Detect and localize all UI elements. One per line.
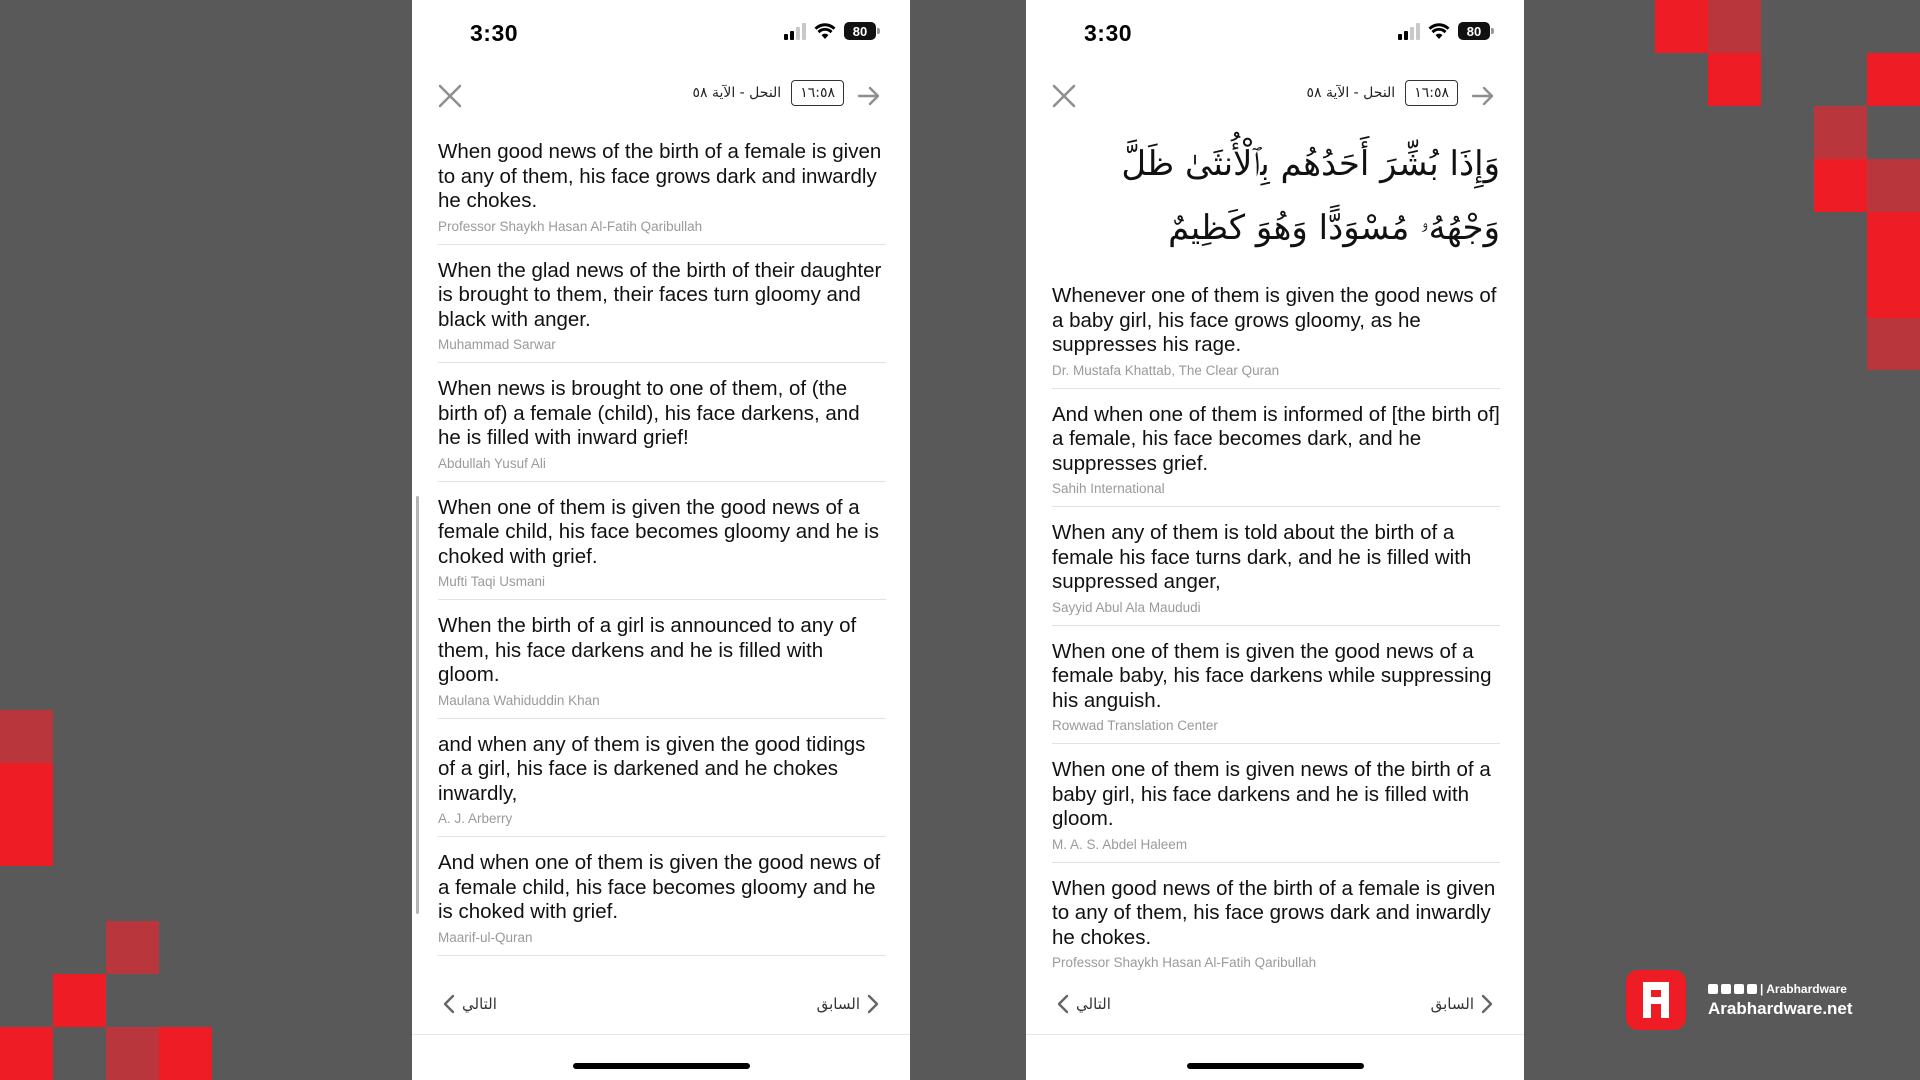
- verse-title: النحل - الآية ٥٨: [692, 85, 782, 101]
- translation-item: [438, 719, 886, 838]
- translation-text: When one of them is given the good news of a female baby, his face darkens while suppressing his anguish.: [1052, 639, 1492, 712]
- translation-item: [1052, 863, 1500, 979]
- cellular-signal-icon: [1398, 22, 1420, 40]
- phone-screen-left: [412, 0, 910, 1080]
- translation-text: When the birth of a girl is announced to any of them, his face darkens and he is filled with gloom.: [438, 614, 857, 686]
- translation-item: [438, 837, 886, 956]
- chevron-left-icon: [442, 994, 456, 1014]
- translator-name: Professor Shaykh Hasan Al-Fatih Qaribullah: [438, 218, 703, 234]
- decor-square: [53, 974, 106, 1027]
- home-indicator[interactable]: [573, 1063, 750, 1069]
- arabhardware-logo: [1626, 970, 1686, 1030]
- youtube-icon: [1747, 984, 1757, 994]
- forward-button[interactable]: [856, 83, 882, 109]
- decor-square: [1708, 0, 1761, 53]
- translations-list[interactable]: [1052, 126, 1500, 978]
- translator-name: M. A. S. Abdel Haleem: [1052, 836, 1188, 852]
- close-icon: [436, 82, 464, 110]
- decor-square: [106, 921, 159, 974]
- decor-square: [1867, 212, 1920, 318]
- decor-square: [0, 710, 53, 763]
- phone-screen-right: [1026, 0, 1524, 1080]
- translation-text: Whenever one of them is given the good news of a baby girl, his face grows gloomy, as he suppresses his rage.: [1052, 284, 1497, 356]
- translation-text: When one of them is given news of the birth of a baby girl, his face darkens and he is filled with gloom.: [1052, 758, 1491, 830]
- previous-label: السابق: [1430, 995, 1474, 1013]
- twitter-icon: [1721, 984, 1731, 994]
- close-button[interactable]: [436, 82, 464, 110]
- next-button[interactable]: [1056, 994, 1111, 1014]
- wifi-icon: [1428, 23, 1450, 40]
- decor-square: [1867, 318, 1920, 370]
- next-label: التالي: [462, 995, 497, 1013]
- brand-text: [1708, 982, 1853, 1019]
- chevron-right-icon: [866, 994, 880, 1014]
- status-time: 3:30: [470, 20, 519, 46]
- next-label: التالي: [1076, 995, 1111, 1013]
- decor-square: [1655, 0, 1708, 53]
- decor-square: [1814, 159, 1867, 212]
- decor-square: [0, 763, 53, 866]
- translator-name: Sahih International: [1052, 481, 1165, 496]
- instagram-icon: [1734, 984, 1744, 994]
- decor-square: [1814, 106, 1867, 159]
- verse-title: النحل - الآية ٥٨: [1306, 85, 1396, 101]
- translation-text: When one of them is given the good news of a female child, his face becomes gloomy and he is choked with grief.: [438, 495, 879, 568]
- status-icons: [1398, 22, 1490, 40]
- status-time: 3:30: [1084, 20, 1133, 46]
- translation-text: and when any of them is given the good tidings of a girl, his face is darkened and he chokes inwardly,: [438, 732, 866, 805]
- translation-item: [438, 482, 886, 601]
- translator-name: Dr. Mustafa Khattab, The Clear Quran: [1052, 362, 1280, 378]
- footer-divider: [412, 1034, 910, 1035]
- verse-reference: [1306, 80, 1458, 106]
- close-icon: [1050, 82, 1078, 110]
- translation-text: And when one of them is given the good news of a female child, his face becomes gloomy and he is choked with grief.: [438, 851, 881, 923]
- brand-url: Arabhardware.net: [1708, 998, 1853, 1018]
- translation-item: [438, 600, 886, 719]
- translation-item: [1052, 507, 1500, 626]
- verse-reference: [692, 80, 844, 106]
- footer-nav: [1026, 986, 1524, 1026]
- previous-button[interactable]: [817, 994, 880, 1014]
- translator-name: Muhammad Sarwar: [438, 337, 556, 352]
- status-icons: [784, 22, 876, 40]
- scroll-indicator[interactable]: [416, 496, 419, 914]
- footer-nav: [412, 986, 910, 1026]
- brand-watermark: [1626, 970, 1853, 1030]
- close-button[interactable]: [1050, 82, 1078, 110]
- next-button[interactable]: [442, 994, 497, 1014]
- decor-square: [159, 1027, 212, 1080]
- translator-name: Rowwad Translation Center: [1052, 718, 1218, 733]
- translation-item: [1052, 389, 1500, 508]
- forward-button[interactable]: [1470, 83, 1496, 109]
- decor-square: [106, 1027, 159, 1080]
- translation-text: And when one of them is informed of [the birth of] a female, his face becomes dark, and he suppresses grief.: [1052, 402, 1500, 475]
- previous-button[interactable]: [1431, 994, 1494, 1014]
- translator-name: Mufti Taqi Usmani: [438, 574, 546, 589]
- translation-item: [438, 363, 886, 482]
- translation-item: [1052, 744, 1500, 863]
- chevron-right-icon: [1480, 994, 1494, 1014]
- translation-text: When news is brought to one of them, of (the birth of) a female (child), his face darkens, and he is filled with inward grief!: [438, 377, 860, 449]
- translator-name: Professor Shaykh Hasan Al-Fatih Qaribullah: [1052, 955, 1317, 970]
- nav-header: [1026, 78, 1524, 112]
- decor-square: [1867, 53, 1920, 106]
- brand-social-row: [1708, 982, 1853, 996]
- wifi-icon: [814, 23, 836, 40]
- translations-list[interactable]: [438, 126, 886, 978]
- decor-square: [1708, 53, 1761, 106]
- translator-name: Abdullah Yusuf Ali: [438, 455, 546, 471]
- translator-name: Maarif-ul-Quran: [438, 929, 533, 945]
- status-bar: [1026, 0, 1524, 66]
- translation-item: [438, 126, 886, 245]
- translation-text: When any of them is told about the birth of a female his face turns dark, and he is filled with suppressed anger,: [1052, 521, 1472, 593]
- translation-item: [1052, 270, 1500, 389]
- nav-header: [412, 78, 910, 112]
- previous-label: السابق: [816, 995, 860, 1013]
- translator-name: Maulana Wahiduddin Khan: [438, 692, 600, 708]
- arrow-right-icon: [856, 83, 882, 109]
- translator-name: A. J. Arberry: [438, 811, 513, 826]
- verse-number-box[interactable]: ١٦:٥٨: [1405, 80, 1458, 106]
- battery-icon: 80: [1458, 22, 1490, 40]
- decor-square: [1867, 159, 1920, 212]
- footer-divider: [1026, 1034, 1524, 1035]
- facebook-icon: [1708, 984, 1718, 994]
- decor-square: [0, 1027, 53, 1080]
- verse-number-box[interactable]: ١٦:٥٨: [791, 80, 844, 106]
- arrow-right-icon: [1470, 83, 1496, 109]
- translation-text: When good news of the birth of a female is given to any of them, his face grows dark and inwardly he chokes.: [1052, 876, 1496, 949]
- translation-text: When the glad news of the birth of their daughter is brought to them, their faces turn gloomy and black with anger.: [438, 258, 882, 331]
- translation-item: [1052, 626, 1500, 745]
- translation-item: [438, 245, 886, 364]
- home-indicator[interactable]: [1187, 1063, 1364, 1069]
- translation-text: When good news of the birth of a female is given to any of them, his face grows dark and inwardly he chokes.: [438, 140, 882, 212]
- battery-icon: 80: [844, 22, 876, 40]
- cellular-signal-icon: [784, 22, 806, 40]
- chevron-left-icon: [1056, 994, 1070, 1014]
- status-bar: [412, 0, 910, 66]
- arabic-verse-text: وَإِذَا بُشِّرَ أَحَدُهُم بِٱلْأُنثَىٰ ظَلَّ وَجْهُهُۥ مُسْوَدًّا وَهُوَ كَظِيمٌ: [1121, 144, 1500, 248]
- translator-name: Sayyid Abul Ala Maududi: [1052, 599, 1201, 615]
- brand-handle: | Arabhardware: [1760, 981, 1847, 996]
